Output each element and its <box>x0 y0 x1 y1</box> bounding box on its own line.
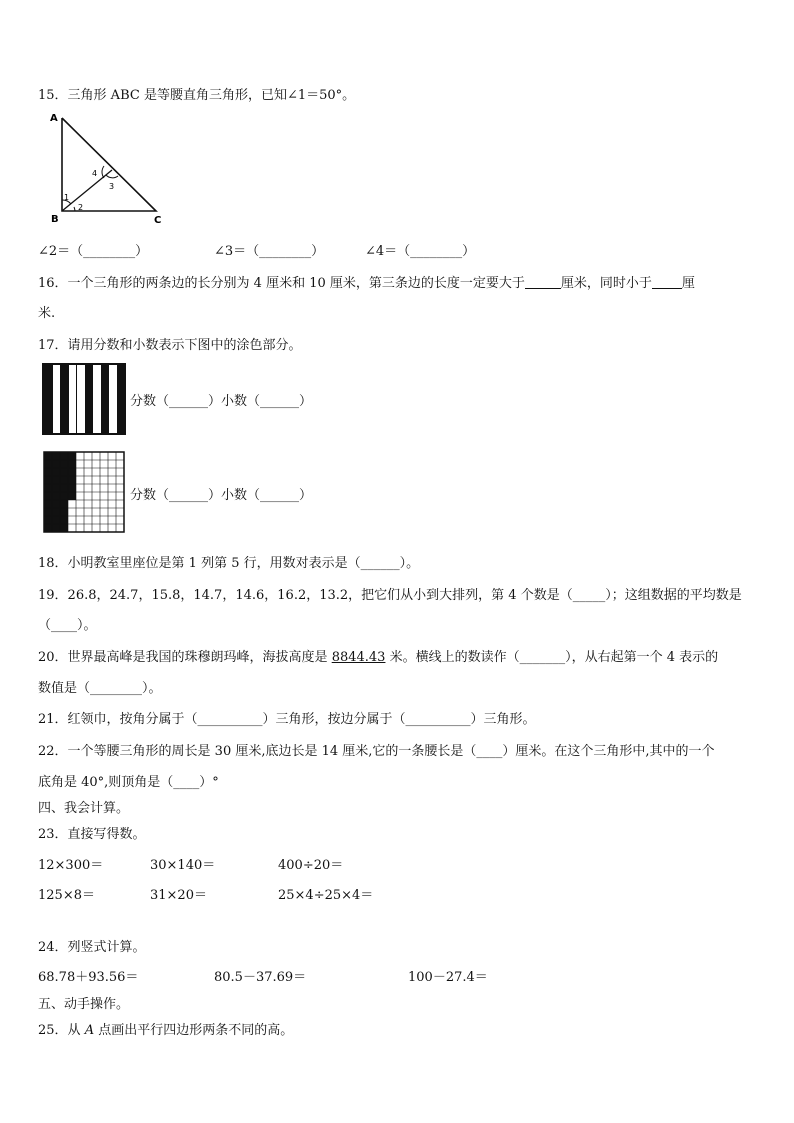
stripe-shaded <box>85 365 93 433</box>
q24-text: 列竖式计算。 <box>67 940 146 955</box>
triangle-abc <box>62 118 156 211</box>
q15-stem <box>38 84 355 103</box>
q16-text-c: 厘 <box>681 276 695 291</box>
q23-item-2: 30×140＝ <box>150 858 216 873</box>
q23-item-4: 125×8＝ <box>38 888 95 903</box>
q19-number: 19． <box>38 588 68 603</box>
q22-line2: 底角是 40°,则顶角是（____）° <box>38 775 219 790</box>
q25-number: 25． <box>38 1023 68 1038</box>
stripe-shaded <box>101 365 109 433</box>
q19-line1 <box>38 584 742 603</box>
q23-item-1: 12×300＝ <box>38 858 104 873</box>
q22-number: 22． <box>38 744 68 759</box>
q20-line2: 数值是（________）。 <box>38 681 162 696</box>
label-angle-1: 1 <box>64 193 70 202</box>
stripe-white <box>68 365 77 433</box>
label-angle-4: 4 <box>92 169 98 178</box>
q18-line <box>38 552 419 571</box>
label-c: C <box>154 215 162 226</box>
stripe-shaded <box>60 365 68 433</box>
q24-item-1: 68.78＋93.56＝ <box>38 970 139 985</box>
q20-text-a: 世界最高峰是我国的珠穆朗玛峰，海拔高度是 <box>67 650 332 665</box>
q15-answer-2: ∠2＝（________） <box>38 244 149 259</box>
q16-text-b: 厘米，同时小于 <box>560 276 652 291</box>
q15-text: 三角形 ABC 是等腰直角三角形，已知∠1＝50°。 <box>67 88 356 103</box>
q24-number: 24． <box>38 940 68 955</box>
label-angle-2: 2 <box>78 203 84 212</box>
angle-3-arc <box>106 175 118 178</box>
q17-number: 17． <box>38 338 68 353</box>
q20-text-b: 米。横线上的数读作（_______），从右起第一个 4 表示的 <box>385 650 719 665</box>
q24-stem <box>38 936 146 955</box>
q19-text: 26.8，24.7，15.8，14.7，14.6，16.2，13.2，把它们从小到大排列，第 4 个数是（_____）；这组数据的平均数是 <box>67 588 742 603</box>
q20-number: 20． <box>38 650 68 665</box>
q18-number: 18． <box>38 556 68 571</box>
stripe-white <box>76 365 85 433</box>
q24-item-3: 100－27.4＝ <box>408 970 488 985</box>
q17-row2-answer: 分数（______）小数（______） <box>130 488 313 503</box>
q16-number: 16． <box>38 276 68 291</box>
q16-line1 <box>38 272 695 291</box>
q15-number: 15． <box>38 88 68 103</box>
q16-line2: 米. <box>38 306 56 321</box>
q25-point-a: A <box>84 1023 95 1038</box>
q25-text-a: 从 <box>67 1023 85 1038</box>
label-angle-3: 3 <box>109 182 115 191</box>
triangle-inner-line <box>62 170 115 211</box>
q23-text: 直接写得数。 <box>67 827 146 842</box>
stripe-white <box>92 365 101 433</box>
stripe-white <box>52 365 61 433</box>
q16-text-a: 一个三角形的两条边的长分别为 4 厘米和 10 厘米，第三条边的长度一定要大于 <box>67 276 525 291</box>
q24-item-2: 80.5－37.69＝ <box>214 970 307 985</box>
section-5-heading: 五、动手操作。 <box>38 997 130 1012</box>
q21-line <box>38 708 536 727</box>
q21-number: 21． <box>38 712 68 727</box>
q20-underlined-number: 8844.43 <box>331 650 386 665</box>
section-4-heading: 四、我会计算。 <box>38 801 130 816</box>
q17-stem <box>38 334 302 353</box>
q21-text: 红领巾，按角分属于（__________）三角形，按边分属于（__________）三角形。 <box>67 712 536 727</box>
q17-row1-answer: 分数（______）小数（______） <box>130 394 313 409</box>
stripe-shaded <box>44 365 52 433</box>
q17-striped-figure <box>42 363 126 435</box>
q25-text-b: 点画出平行四边形两条不同的高。 <box>94 1023 294 1038</box>
stripe-white <box>108 365 117 433</box>
q22-line1 <box>38 740 715 759</box>
q15-answer-4: ∠4＝（________） <box>365 244 476 259</box>
q15-answer-3: ∠3＝（________） <box>214 244 325 259</box>
q15-triangle-figure <box>38 108 168 228</box>
label-b: B <box>51 214 59 225</box>
q19-line2: （____）。 <box>38 618 97 633</box>
q23-stem <box>38 823 146 842</box>
q23-item-6: 25×4÷25×4＝ <box>278 888 374 903</box>
q16-blank-1[interactable] <box>525 276 561 289</box>
q17-text: 请用分数和小数表示下图中的涂色部分。 <box>67 338 302 353</box>
q22-text: 一个等腰三角形的周长是 30 厘米,底边长是 14 厘米,它的一条腰长是（____）厘米。在这个三角形中,其中的一个 <box>67 744 715 759</box>
label-a: A <box>50 113 58 124</box>
q16-blank-2[interactable] <box>652 276 682 289</box>
q18-text: 小明教室里座位是第 1 列第 5 行，用数对表示是（______）。 <box>67 556 420 571</box>
q20-line1 <box>38 646 718 665</box>
q25-line <box>38 1019 293 1038</box>
q17-grid-figure <box>43 451 125 533</box>
q23-item-5: 31×20＝ <box>150 888 207 903</box>
q23-number: 23． <box>38 827 68 842</box>
stripe-shaded <box>117 365 125 433</box>
q23-item-3: 400÷20＝ <box>278 858 344 873</box>
